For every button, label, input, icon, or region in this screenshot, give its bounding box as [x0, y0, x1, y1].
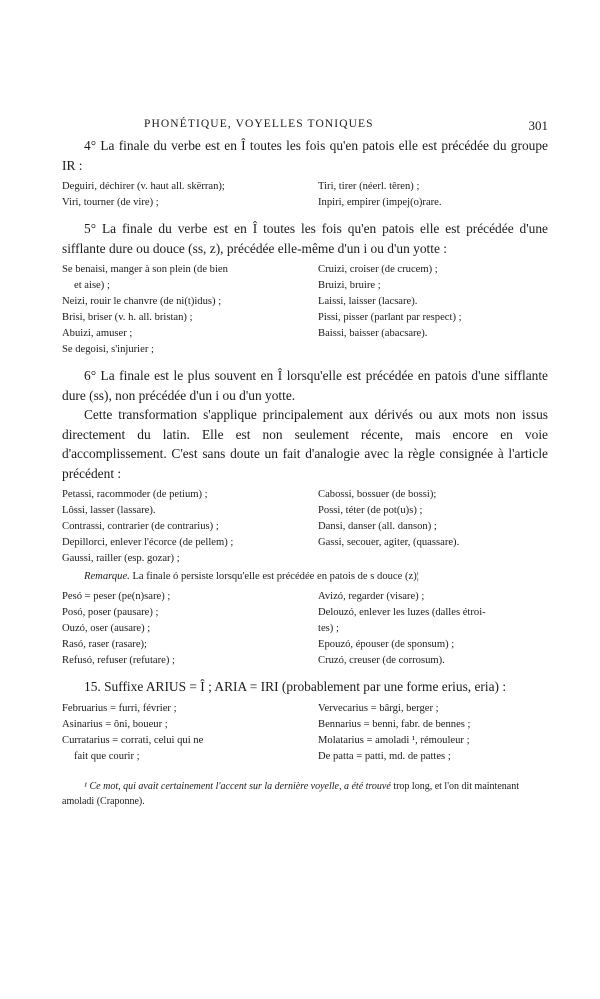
- example-cell: Cruzó, creuser (de corrosum).: [318, 655, 445, 666]
- example-cell: fait que courir ;: [74, 750, 140, 762]
- remarque-note: [62, 569, 548, 585]
- example-cell: De patta = patti, md. de pattes ;: [318, 750, 451, 762]
- footnote: [62, 779, 548, 809]
- example-cell: Lôssi, lasser (lassare).: [62, 505, 156, 516]
- example-cell: Molatarius = amoladi ¹, rémouleur ;: [318, 734, 470, 746]
- example-cell: Delouzó, enlever les luzes (dalles étroi-: [318, 607, 486, 618]
- example-cell: Baissi, baisser (abacsare).: [318, 328, 428, 339]
- example-cell: Februarius = furri, février ;: [62, 702, 177, 714]
- example-cell: Viri, tourner (de vire) ;: [62, 197, 159, 208]
- example-cell: Asinarius = ôni, boueur ;: [62, 718, 168, 730]
- page-number: 301: [528, 118, 548, 133]
- example-cell: Pissi, pisser (parlant par respect) ;: [318, 312, 462, 323]
- page-body: [62, 136, 548, 809]
- remarque-label: Remarque.: [84, 571, 130, 582]
- example-cell: Ouzó, oser (ausare) ;: [62, 623, 151, 634]
- example-cell: Cabossi, bossuer (de bossi);: [318, 489, 437, 500]
- example-cell: Posó, poser (pausare) ;: [62, 607, 159, 618]
- example-cell: Rasó, raser (rasare);: [62, 639, 147, 650]
- remarque-text: La finale ó persiste lorsqu'elle est précédée en patois de s douce (z)¦: [132, 571, 419, 582]
- example-cell: Avizó, regarder (visare) ;: [318, 591, 425, 602]
- example-cell: Petassi, racommoder (de petium) ;: [62, 489, 208, 500]
- example-cell: Bruizi, bruire ;: [318, 280, 381, 291]
- example-cell: Abuizi, amuser ;: [62, 328, 133, 339]
- section-5-examples: [62, 262, 548, 358]
- example-cell: Neizi, rouir le chanvre (de ni(t)idus) ;: [62, 296, 222, 307]
- example-cell: Dansi, danser (all. danson) ;: [318, 521, 437, 532]
- example-cell: Gaussi, railler (esp. gozar) ;: [62, 553, 180, 564]
- remarque-examples: [62, 589, 548, 669]
- footnote-rest: trop long, et l'on dit maintenant amoladi (Craponne).: [62, 780, 519, 807]
- section-15-intro: 15. Suffixe ARIUS = Î ; ARIA = IRI (probablement par une forme erius, eria) :: [84, 679, 507, 694]
- example-cell: Deguiri, déchirer (v. haut all. skërran);: [62, 181, 225, 192]
- example-cell: Refusó, refuser (refutare) ;: [62, 655, 175, 666]
- example-cell: Inpiri, empirer (impej(o)rare.: [318, 197, 442, 208]
- section-6-paragraph: Cette transformation s'applique principalement aux dérivés ou aux mots non issus directement du latin. Elle est non seulement récente, mais encore en voie d'accomplissement. C'est sans doute un fait d'analogie avec la règle consignée à l'article précédent :: [62, 407, 548, 481]
- example-cell: Curratarius = corrati, celui qui ne: [62, 734, 204, 746]
- example-cell: Depillorci, enlever l'écorce (de pellem) ;: [62, 537, 234, 548]
- example-cell: Tiri, tirer (néerl. têren) ;: [318, 181, 420, 192]
- example-cell: Possi, téter (de pot(u)s) ;: [318, 505, 423, 516]
- example-cell: Gassi, secouer, agiter, (quassare).: [318, 537, 460, 548]
- example-cell: Se benaisi, manger à son plein (de bien: [62, 264, 228, 275]
- section-6-examples: [62, 487, 548, 567]
- footnote-italic: ¹ Ce mot, qui avait certainement l'accent sur la dernière voyelle, a été trouvé: [84, 780, 391, 792]
- example-cell: Pesó = peser (pe(n)sare) ;: [62, 591, 171, 602]
- section-4-intro: 4° La finale du verbe est en Î toutes les fois qu'en patois elle est précédée du groupe IR :: [62, 138, 548, 173]
- example-cell: Bennarius = benni, fabr. de bennes ;: [318, 718, 471, 730]
- example-cell: Laissi, laisser (lacsare).: [318, 296, 418, 307]
- section-6-intro: 6° La finale est le plus souvent en Î lorsqu'elle est précédée en patois d'une sifflante dure (ss), non précédée d'un i ou d'un yotte.: [62, 368, 548, 403]
- section-5-intro: 5° La finale du verbe est en Î toutes les fois qu'en patois elle est précédée d'une sifflante dure ou douce (ss, z), précédée elle-même d'un i ou d'un yotte :: [62, 221, 548, 256]
- header-title: PHONÉTIQUE, VOYELLES TONIQUES: [144, 118, 374, 130]
- example-cell: et aise) ;: [74, 280, 110, 291]
- example-cell: Brisi, briser (v. h. all. bristan) ;: [62, 312, 193, 323]
- example-cell: Contrassi, contrarier (de contrarius) ;: [62, 521, 219, 532]
- section-4-examples: [62, 179, 548, 211]
- example-cell: Epouzó, épouser (de sponsum) ;: [318, 639, 455, 650]
- section-15-examples: [62, 701, 548, 765]
- example-cell: [318, 342, 548, 358]
- example-cell: Cruizi, croiser (de crucem) ;: [318, 264, 438, 275]
- example-cell: tes) ;: [318, 623, 339, 634]
- example-cell: Vervecarius = bârgi, berger ;: [318, 702, 439, 714]
- example-cell: [318, 551, 548, 567]
- example-cell: Se degoisi, s'injurier ;: [62, 344, 154, 355]
